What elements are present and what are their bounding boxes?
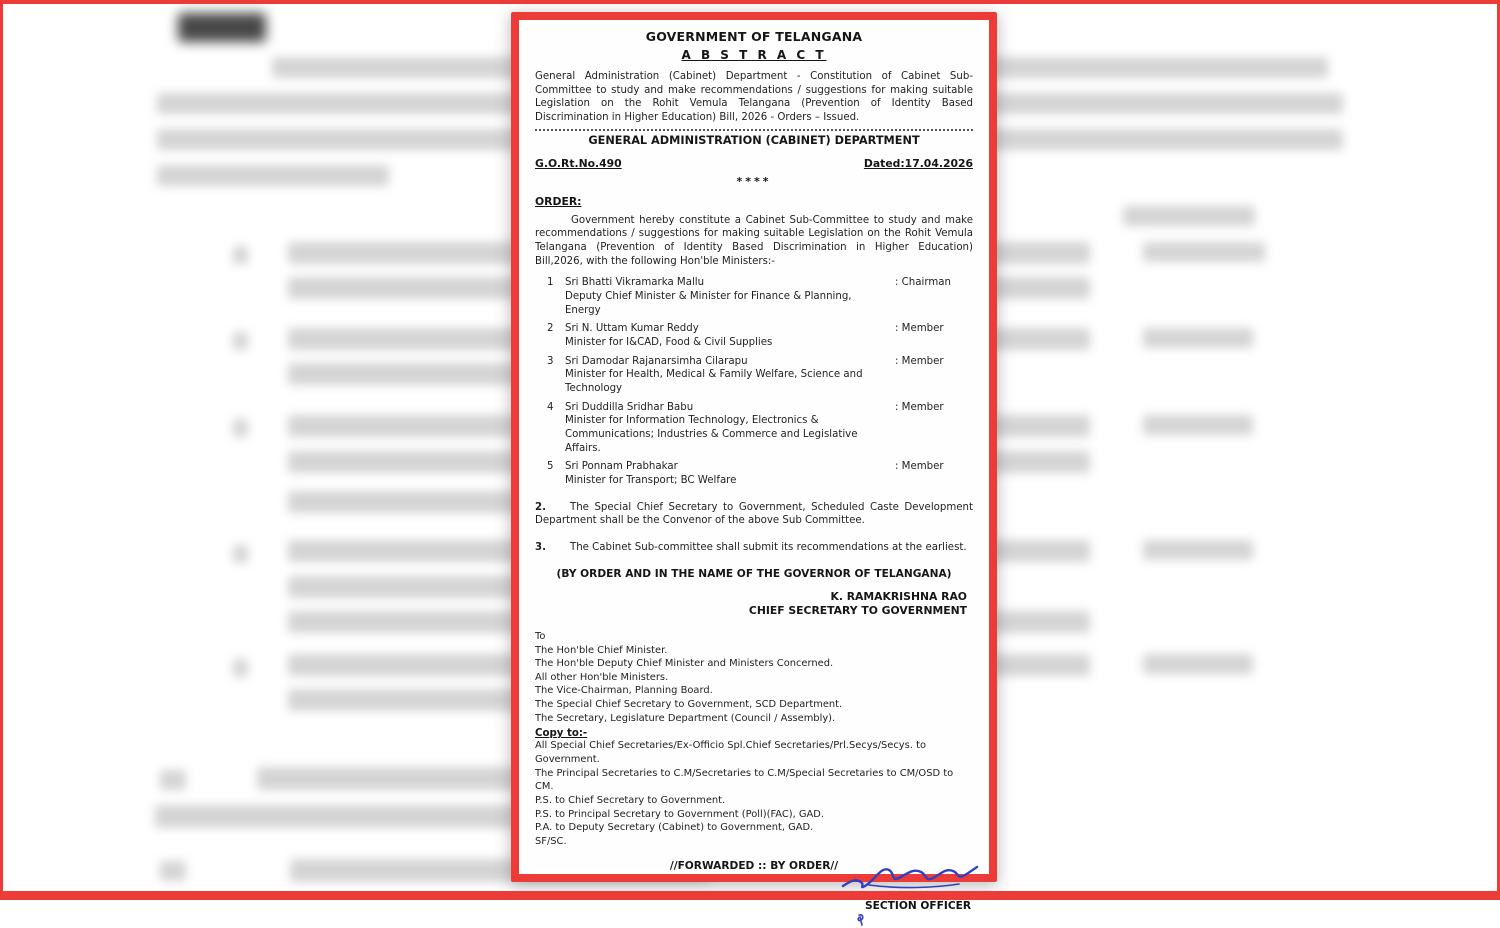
to-item: The Hon'ble Chief Minister. [535,644,668,656]
copy-to-item: P.A. to Deputy Secretary (Cabinet) to Government, GAD. [535,822,814,834]
minister-name: Sri Ponnam Prabhakar [565,461,678,473]
ministers-list [535,276,973,487]
blurred-list-number [233,419,248,437]
minister-name-designation [565,401,895,456]
copy-to-block [535,739,973,848]
copy-to-label: Copy to:- [535,728,588,740]
minister-designation: Minister for Transport; BC Welfare [565,475,737,487]
minister-number: 2 [547,323,554,335]
blurred-role-word [1143,242,1265,262]
to-item: The Hon'ble Deputy Chief Minister and Ministers Concerned. [535,658,834,670]
blurred-text-line [157,165,389,186]
signatory-block [535,590,973,618]
blurred-role-word [1143,415,1253,435]
blurred-role-word [1143,540,1253,560]
minister-number: 3 [547,355,554,367]
signature-initial-mark [853,912,869,928]
minister-designation: Deputy Chief Minister & Minister for Finance & Planning, Energy [565,291,852,316]
minister-role: : Member [895,461,944,473]
minister-number: 1 [547,277,554,289]
minister-role: : Chairman [895,277,951,289]
minister-name-designation [565,355,895,396]
go-number: G.O.Rt.No.490 [535,156,622,170]
copy-to-item: The Principal Secretaries to C.M/Secretaries to C.M/Special Secretaries to CM/OSD to CM. [535,767,954,793]
minister-name: Sri N. Uttam Kumar Reddy [565,323,699,335]
minister-row [535,401,973,456]
blurred-text-fragment [1123,206,1255,226]
paragraph-3: 3. The Cabinet Sub-committee shall submit its recommendations at the earliest. [535,542,967,554]
minister-designation: Minister for Health, Medical & Family Welfare, Science and Technology [565,369,863,395]
handwritten-signature [839,858,979,900]
minister-name: Sri Bhatti Vikramarka Mallu [565,277,705,289]
to-label: To [535,630,546,642]
order-label: ORDER: [535,194,582,208]
minister-name-designation [565,322,895,349]
by-order-line: (BY ORDER AND IN THE NAME OF THE GOVERNOR OF TELANGANA) [556,567,952,580]
to-item: The Secretary, Legislature Department (Council / Assembly). [535,712,836,724]
minister-name: Sri Damodar Rajanarsimha Cilarapu [565,355,748,367]
blurred-role-word [1143,328,1253,348]
minister-row [535,322,973,349]
minister-row [535,460,973,487]
copy-to-item: P.S. to Principal Secretary to Government (Poll)(FAC), GAD. [535,808,825,820]
abstract-heading: A B S T R A C T [681,48,827,62]
go-number-row [535,157,973,170]
copy-to-item: P.S. to Chief Secretary to Government. [535,795,726,807]
to-item: The Special Chief Secretary to Government, SCD Department. [535,699,843,711]
blurred-list-number [233,659,248,677]
minister-name-designation [565,460,895,487]
minister-number: 4 [547,401,554,413]
paragraph-2: 2. The Special Chief Secretary to Government, Scheduled Caste Development Department shall be the Convenor of the above Sub Committee. [535,501,973,527]
minister-role: : Member [895,401,944,413]
paragraph-2-number: 2. [535,501,546,513]
blurred-heading-block [178,13,266,42]
blurred-list-number [160,861,186,881]
dashed-separator [535,129,973,131]
blurred-list-number [233,246,248,264]
abstract-paragraph: General Administration (Cabinet) Department - Constitution of Cabinet Sub-Committee to study and make recommendations / suggestions for making suitable Legislation on the Rohit Vemula Telangana (Prevention of Identity Based Discrimination in Higher Education) Bill, 2026 - Orders – Issued. [535,71,973,124]
signatory-title: CHIEF SECRETARY TO GOVERNMENT [748,603,967,617]
to-item: All other Hon'ble Ministers. [535,671,669,683]
blurred-role-word [1143,654,1253,674]
minister-row [535,276,973,317]
minister-role: : Member [895,355,944,367]
to-block [535,630,973,726]
copy-to-item: All Special Chief Secretaries/Ex-Officio Spl.Chief Secretaries/Prl.Secys/Secys. to Government. [535,740,926,766]
page-title: GOVERNMENT OF TELANGANA [645,29,863,44]
to-item: The Vice-Chairman, Planning Board. [535,685,713,697]
blurred-list-number [233,332,248,350]
minister-name-designation [565,276,895,317]
signatory-name: K. RAMAKRISHNA RAO [830,589,967,603]
minister-role: : Member [895,323,944,335]
minister-designation: Minister for Information Technology, Electronics & Communications; Industries & Commerce and Legislative Affairs. [565,415,858,454]
dated: Dated:17.04.2026 [863,156,973,170]
stars-separator: **** [736,174,772,188]
order-paragraph: Government hereby constitute a Cabinet Sub-Committee to study and make recommendations / suggestions for making suitable Legislation on the Rohit Vemula Telangana (Prevention of Identity Based Discrimination in Higher Education) Bill,2026, with the following Hon'ble Ministers:- [535,214,973,267]
copy-to-item: SF/SC. [535,836,567,848]
minister-designation: Minister for I&CAD, Food & Civil Supplies [565,337,773,349]
forwarded-line: //FORWARDED :: BY ORDER// [669,859,839,872]
blurred-list-number [160,770,186,790]
paragraph-3-number: 3. [535,542,546,554]
section-officer-title: SECTION OFFICER [865,899,971,912]
signature-area [535,874,973,926]
minister-number: 5 [547,461,554,473]
minister-name: Sri Duddilla Sridhar Babu [565,401,694,413]
government-order-document [511,12,997,912]
department-heading: GENERAL ADMINISTRATION (CABINET) DEPARTMENT [588,133,920,147]
blurred-list-number [233,545,248,563]
minister-row [535,355,973,396]
